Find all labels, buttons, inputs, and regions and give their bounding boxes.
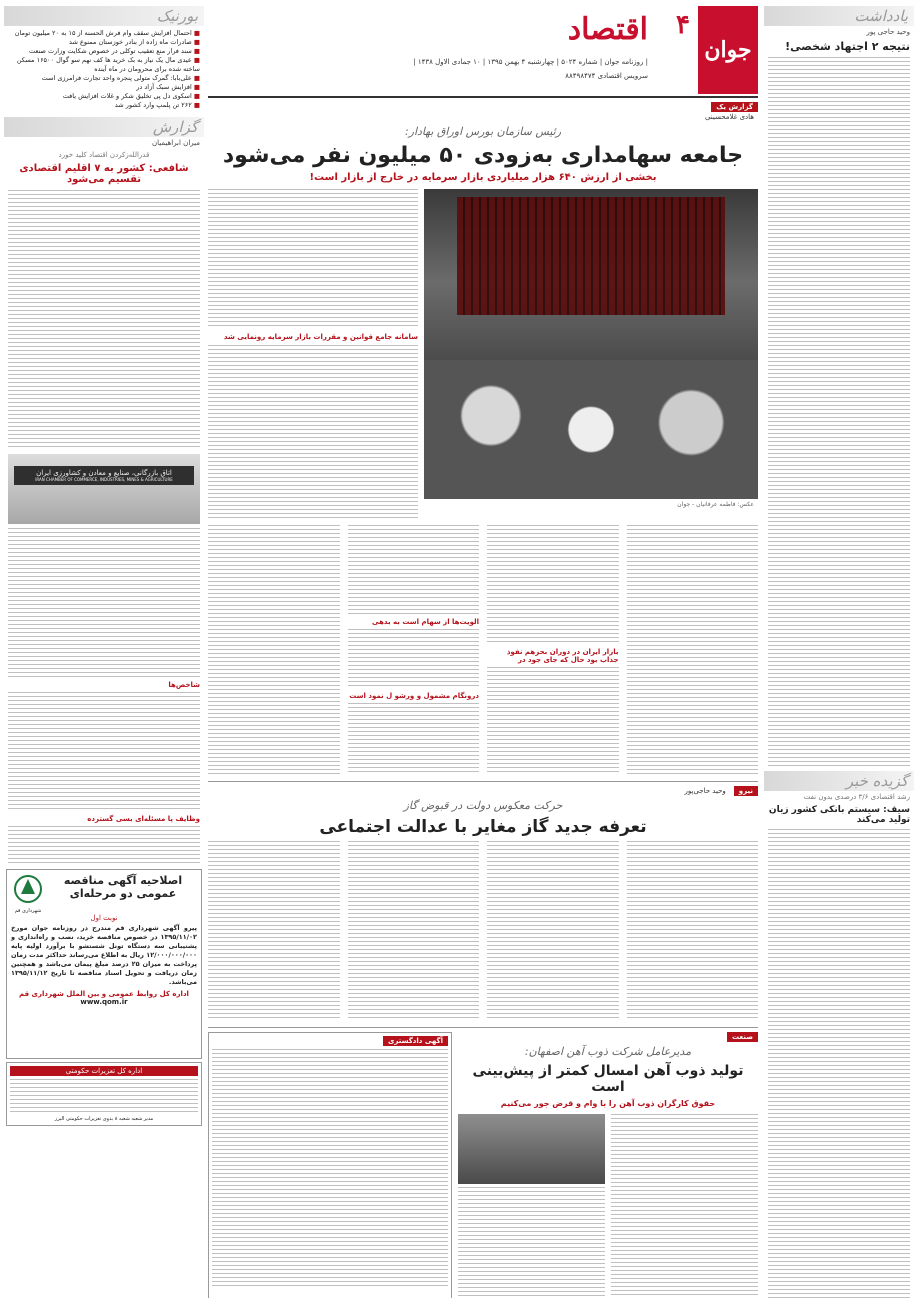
report-body-4 <box>8 826 200 866</box>
chamber-photo <box>8 454 200 524</box>
note-headline: نتیجه ۲ اجتهاد شخصی! <box>785 40 910 53</box>
list-item: ■ ۲۶۲ تن پلمپ وارد کشور شد <box>114 101 200 109</box>
section-banner-note: یادداشت <box>764 6 914 26</box>
main-lower-row <box>208 525 758 775</box>
gas-article <box>208 781 758 1021</box>
main-col-1 <box>627 525 759 775</box>
list-item: ■ سند فرار منع تعقیب توکلی در خصوص شکایت وزارت صنعت <box>28 47 200 55</box>
steel-article <box>458 1032 758 1298</box>
main-red-sub-3: درونگام مشمول و ورشو ل نمود است <box>349 692 479 700</box>
gas-headline: تعرفه جدید گاز مغایر با عدالت اجتماعی <box>319 817 647 837</box>
legal-tag-row <box>212 1036 448 1046</box>
main-red-sub-1: سامانه جامع قوانین و مقررات بازار سرمایه رونمایی شد <box>223 333 418 341</box>
report-headline: شافعی: کشور به ۷ اقلیم اقتصادی تقسیم می‌شود <box>19 163 189 185</box>
steel-tag-row <box>458 1032 758 1042</box>
right-column <box>764 6 914 1298</box>
main-tag: گزارش یک <box>711 102 758 112</box>
note-author: وحید حاجی پور <box>866 28 910 36</box>
main-col-2 <box>487 525 619 775</box>
gov-ad-body <box>10 1079 198 1113</box>
report-reporter: میران ابراهیمیان <box>152 139 200 147</box>
main-photo-wrap <box>424 189 758 519</box>
gas-tag-row <box>208 786 758 796</box>
gas-columns <box>208 841 758 1021</box>
main-kicker: رئیس سازمان بورس اوراق بهادار: <box>404 125 562 138</box>
list-item: ■ علی‌بابا: گمرک متولی پنجره واحد تجارت فرامرزی است <box>41 74 200 82</box>
steel-columns <box>458 1114 758 1298</box>
steel-photo <box>458 1114 605 1184</box>
section-banner-bourse: بورنیک <box>4 6 204 26</box>
main-headline: جامعه سهامداری به‌زودی ۵۰ میلیون نفر می‌شود <box>222 143 744 168</box>
gov-ad <box>6 1062 202 1126</box>
note-body <box>768 57 910 767</box>
gov-ad-title: اداره کل تعزیرات حکومتی <box>10 1066 198 1076</box>
gas-reporter: وحید حاجی‌پور <box>684 787 726 795</box>
service-phone: سرویس اقتصادی ۸۸۴۹۸۴۷۴ <box>565 72 648 80</box>
gas-kicker: حرکت معکوس دولت در قبوض گاز <box>403 799 563 812</box>
brief-kicker: رشد اقتصادی ۳/۶ درصدی بدون نفت <box>803 793 910 801</box>
gas-tag: نیرو <box>734 786 758 796</box>
main-red-sub-2: الویت‌ها از سهام است به بدهی <box>372 618 479 626</box>
chamber-sign: اتاق بازرگانی، صنایع و معادن و کشاورزی ایران IRAN CHAMBER OF COMMERCE, INDUSTRIES, MINES & AGRICULTURE <box>14 466 194 485</box>
newspaper-logo: جوان <box>698 6 758 94</box>
main-article <box>208 98 758 775</box>
qom-ad <box>6 869 202 1059</box>
section-banner-briefs: گزیده خبر <box>764 771 914 791</box>
list-item: ■ عیدی مال یک نیاز به بک خرید ها کف نهم سو گوال ۱۶۵۰۰ مسکن ساخته شده برای محرومان در ماه آینده <box>16 56 200 73</box>
legal-notice <box>208 1032 452 1298</box>
main-reporter: هادی غلامحسینی <box>704 113 754 121</box>
list-item: ■ احتمال افزایش سقف وام فرش الحسنه از ۱۵ به ۲۰ میلیون تومان <box>14 29 200 37</box>
left-column <box>4 6 204 1298</box>
qom-ad-url: www.qom.ir <box>80 998 128 1006</box>
masthead <box>208 6 758 98</box>
report-body-1 <box>8 190 200 450</box>
report-subhead-b: وظایف پا مسئله‌ای بسی گسترده <box>87 815 200 823</box>
steel-kicker: مدیرعامل شرکت ذوب آهن اصفهان: <box>524 1045 692 1058</box>
list-item: ■ اسکوی دل پی تخلیق شکر و غلات افزایش یافت <box>62 92 200 100</box>
gov-ad-footer: مدیر شعبه شعبه ۸ بدوی تعزیرات حکومتی البرز <box>54 1116 154 1122</box>
main-upper-row <box>208 189 758 519</box>
list-item: ■ افزایش سبک آزاد در <box>136 83 200 91</box>
qom-ad-round: نوبت اول <box>90 914 118 922</box>
photo-credit: عکس: فاطمه عرفانیان - جوان <box>677 501 754 508</box>
main-tag-row <box>208 102 758 112</box>
section-banner-report: گزارش <box>4 117 204 137</box>
brief-headline: سیف: سیستم بانکی کشور زیان تولید می‌کند <box>768 805 910 825</box>
page-number: ۴ <box>676 10 690 40</box>
main-side-text <box>208 189 418 519</box>
legal-tag: آگهی دادگستری <box>383 1036 448 1046</box>
main-red-sub-4: بازار ایران در دوران بحرهم نفوذ جذاب بود حال که جای جود در <box>506 648 619 664</box>
brief-body <box>768 829 910 1298</box>
qom-logo-icon: شهرداری قم <box>11 874 45 914</box>
legal-body <box>212 1049 448 1289</box>
report-body-3 <box>8 692 200 812</box>
steel-subhead: حقوق کارگران ذوب آهن را با وام و قرض جور می‌کنیم <box>500 1099 716 1108</box>
report-kicker: قدرالله‌زکردن اقتصاد کلید خورد <box>58 151 150 159</box>
main-body-a <box>208 189 418 329</box>
report-body-2 <box>8 528 200 678</box>
main-col-3 <box>348 525 480 775</box>
qom-ad-body: پیرو آگهی شهرداری قم مندرج در روزنامه جوان مورخ ۱۳۹۵/۱۱/۰۲ در خصوص مناقصه خرید، نصب و راه‌اندازی و پشتیبانی سه دستگاه تونل شستشو با برآورد اولیه پایه ۱۲/۰۰۰/۰۰۰/۰۰۰ ریال به اطلاع می‌رساند حداکثر مدت زمان پرداخت به میزان ۲۵ درصد مبلغ پیمان می‌باشد و همچنین زمان دریافت و تحویل اسناد مناقصه تا تاریخ ۱۳۹۵/۱۱/۱۲ می‌باشد. <box>11 924 197 986</box>
report-subhead-a: شاخص‌ها <box>168 681 200 689</box>
stock-exchange-photo <box>424 189 758 499</box>
main-subhead: بخشی از ارزش ۶۴۰ هزار میلیاردی بازار سرمایه در خارج از بازار است! <box>309 172 657 183</box>
bottom-row <box>208 1027 758 1298</box>
main-body-b <box>208 345 418 519</box>
list-item: ■ صادرات ماه زاده از بنادر خوزستان ممنوع شد <box>69 38 200 46</box>
issue-info: | روزنامه جوان | شماره ۵۰۲۴ | چهارشنبه ۴ بهمن ۱۳۹۵ | ۱۰ جمادی الاول ۱۴۳۸ | <box>413 58 648 66</box>
section-title: اقتصاد <box>567 12 648 47</box>
steel-tag: صنعت <box>727 1032 758 1042</box>
qom-ad-top <box>11 874 197 914</box>
news-bullets <box>4 26 204 113</box>
qom-ad-title: اصلاحیه آگهی مناقصه عمومی دو مرحله‌ای <box>63 874 183 900</box>
main-column <box>208 6 758 1298</box>
qom-ad-footer: اداره کل روابط عمومی و بین الملل شهرداری قم <box>19 990 189 998</box>
steel-headline: تولید ذوب آهن امسال کمتر از پیش‌بینی است <box>472 1063 744 1095</box>
main-col-4 <box>208 525 340 775</box>
